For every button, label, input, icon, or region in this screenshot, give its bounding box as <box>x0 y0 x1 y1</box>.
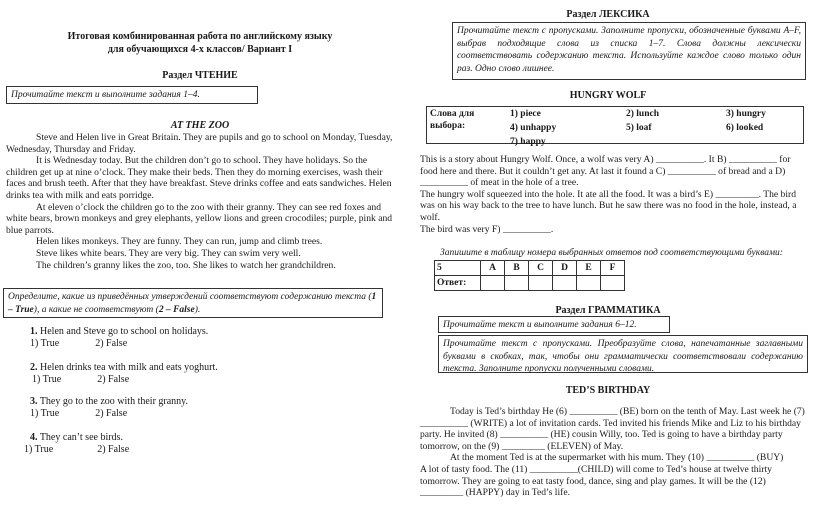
true-false-instruction-box: Определите, какие из приведённых утверждений соответствуют содержанию текста (1 – True), а какие не соответствуют (2 – False). <box>3 288 383 318</box>
word-option: 6) looked <box>726 123 764 133</box>
story-paragraph: Steve likes white bears. They are very big. They can swim very well. <box>36 247 301 259</box>
option-false[interactable]: 2) False <box>95 408 128 419</box>
story-paragraph: Steve and Helen live in Great Britain. They are pupils and go to school on Monday, Tuesday, Wednesday, Thursday and Friday. <box>6 132 393 155</box>
word-option: 4) unhappy <box>510 123 557 133</box>
hungry-wolf-title: HUNGRY WOLF <box>569 90 647 101</box>
lexis-instruction-box: Прочитайте текст с пропусками. Заполните пропуски, обозначенные буквами A–F, выбрав подходящие слова из списка 1–7. Слова должны лексически соответствовать содержанию текста. Используйте каждое слово только один раз. Одно слово лишнее. <box>452 22 806 80</box>
question-3: 3. They go to the zoo with their granny. 1) True 2) False <box>30 396 189 419</box>
hungry-wolf-text <box>420 154 806 235</box>
grammar-instruction-box: Прочитайте текст и выполните задания 6–12. <box>438 316 670 333</box>
word-option: 2) lunch <box>626 109 659 119</box>
worksheet-title: Итоговая комбинированная работа по английскому языку для обучающихся 4-х классов/ Вариант I <box>67 31 333 55</box>
answer-input[interactable] <box>505 276 529 291</box>
story-paragraph: It is Wednesday today. But the children don’t go to school. They have holidays. So the children get up at nine o’clock. They make their beds. Then they do morning exercises, wash their faces and brush teeth. After that they have breakfast. Steve drinks coffee and eats sandwiches. Helen drinks tea with milk and eats porridge. <box>6 155 392 201</box>
story-paragraph: The children’s granny likes the zoo, too. She likes to watch her grandchildren. <box>36 259 336 271</box>
word-option: 7) happy <box>510 137 546 147</box>
answer-input[interactable] <box>577 276 601 291</box>
story-title: AT THE ZOO <box>170 120 230 131</box>
answer-input[interactable] <box>553 276 577 291</box>
birthday-paragraph: At the moment Ted is at the supermarket with his mum. They (10) __________ (BUY) <box>450 452 784 464</box>
birthday-paragraph: A lot of tasty food. The (11) __________(CHILD) will come to Ted’s house at twelve thirty tomorrow. They are going to eat tasty food, dance, sing and play games. It will be the (12) _________ (HAPPY) day in Ted’s life. <box>420 463 772 499</box>
question-2: 2. Helen drinks tea with milk and eats yoghurt. 1) True 2) False <box>30 362 218 385</box>
option-false[interactable]: 2) False <box>97 444 130 455</box>
option-false[interactable]: 2) False <box>97 374 130 385</box>
teds-birthday-text <box>420 406 806 499</box>
answer-cell[interactable]: A <box>481 261 505 276</box>
question-1: 1. Helen and Steve go to school on holidays. 1) True 2) False <box>30 326 209 349</box>
story-text <box>6 132 396 271</box>
answer-cell[interactable]: D <box>553 261 577 276</box>
answer-input[interactable] <box>481 276 505 291</box>
answer-cell[interactable]: C <box>529 261 553 276</box>
word-bank <box>426 106 804 147</box>
reading-instruction-box: Прочитайте текст и выполните задания 1–4. <box>6 86 258 104</box>
word-bank-label: Слова для выбора: <box>430 109 475 131</box>
story-paragraph: Helen likes monkeys. They are funny. They can run, jump and climb trees. <box>36 236 323 248</box>
word-option: 1) piece <box>510 109 541 119</box>
word-option: 3) hungry <box>726 109 766 119</box>
answer-input[interactable] <box>601 276 625 291</box>
section-lexis-heading: Раздел ЛЕКСИКА <box>566 9 650 20</box>
wolf-paragraph: This is a story about Hungry Wolf. Once, a wolf was very A) __________. It B) __________ for food here and there. But it couldn’t get any. At last it found a C) __________ of bread and a D) __________ of meat in the hole of a tree. <box>420 154 791 189</box>
section-reading-heading: Раздел ЧТЕНИЕ <box>162 70 238 81</box>
answer-cell[interactable]: E <box>577 261 601 276</box>
section-grammar-heading: Раздел ГРАММАТИКА <box>555 305 661 316</box>
answer-cell[interactable]: B <box>505 261 529 276</box>
question-4: 4. They can’t see birds. 1) True 2) False <box>24 432 130 455</box>
grammar-instruction-box-2: Прочитайте текст с пропусками. Преобразуйте слова, напечатанные заглавными буквами в скобках, так, чтобы они грамматически соответствовали содержанию текста. Заполните пропуски полученными словами. <box>438 335 808 373</box>
answer-cell[interactable]: F <box>601 261 625 276</box>
teds-birthday-title: TED’S BIRTHDAY <box>565 385 651 396</box>
answer-cell[interactable]: 5 <box>435 261 481 276</box>
option-true[interactable]: 1) True <box>30 408 60 419</box>
wolf-paragraph: The hungry wolf squeezed into the hole. It ate all the food. It was a bird’s E) _________. The bird was on his way back to the tree to have lunch. But he saw there was no food in the hole, instead, a wolf. <box>420 188 797 223</box>
option-false[interactable]: 2) False <box>95 338 128 349</box>
birthday-paragraph: Today is Ted’s birthday He (6) __________ (BE) born on the tenth of May. Last week he (7) __________ (WRITE) a lot of invitation cards. Ted invited his friends Mike and Liz to his birthday party. He invited (8) __________ (HE) cousin Willy, too. Ted is going to have a birthday party tomorrow, on the (9) _________ (ELEVEN) of May. <box>420 406 805 452</box>
story-paragraph: At eleven o’clock the children go to the zoo with their granny. They can see red foxes and white bears, brown monkeys and grey elephants, yellow lions and green crocodiles; purple, pink and blue parrots. <box>6 201 393 236</box>
option-true[interactable]: 1) True <box>32 374 62 385</box>
table-instruction: Запишите в таблицу номера выбранных ответов под соответствующими буквами: <box>440 248 783 258</box>
option-true[interactable]: 1) True <box>30 338 60 349</box>
false-code: 2 – False <box>158 304 195 315</box>
true-code: 1 – True <box>8 292 377 315</box>
answer-label: Ответ: <box>435 276 481 291</box>
left-page <box>0 0 400 508</box>
option-true[interactable]: 1) True <box>24 444 54 455</box>
answer-input[interactable] <box>529 276 553 291</box>
word-option: 5) loaf <box>626 123 652 133</box>
wolf-paragraph: The bird was very F) __________. <box>420 223 554 235</box>
answer-table <box>434 260 625 291</box>
right-page <box>408 0 816 508</box>
